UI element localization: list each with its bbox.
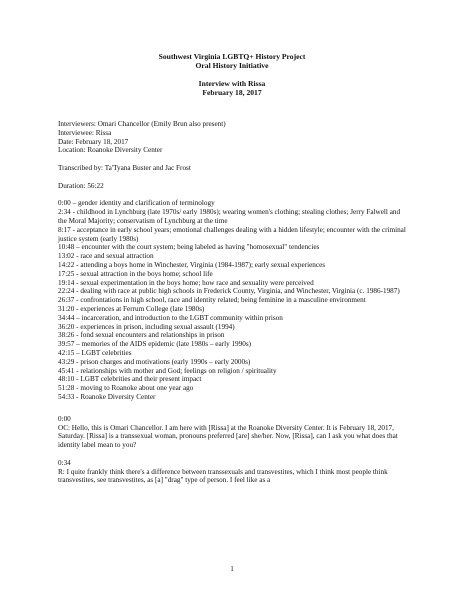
topic-entry: 34:44 – incarceration, and introduction to the LGBT community within prison [58,313,283,322]
topic-entry: 51:28 - moving to Roanoke about one year ago [58,384,194,393]
topic-entry: 10:48 – encounter with the court system; being labeled as having "homosexual" tendencies [58,243,320,252]
interview-metadata [58,120,406,190]
interviewers-line: Interviewers: Omari Chancellor (Emily Brun also present) [58,120,226,128]
interview-date: February 18, 2017 [202,88,262,97]
duration-line: Duration: 56:22 [58,181,104,190]
topic-entry: 43:29 - prison charges and motivations (early 1990s – early 2000s) [58,357,251,366]
interview-title: Interview with Rissa [198,79,266,88]
topic-entry: 38:26 - fond sexual encounters and relationships in prison [58,331,225,340]
transcript-body [58,415,406,486]
topic-entry: 17:25 - sexual attraction in the boys home; school life [58,269,213,278]
topic-entry: 39:57 – memories of the AIDS epidemic (late 1980s – early 1990s) [58,340,252,349]
project-title: Southwest Virginia LGBTQ+ History Project [158,52,306,61]
topic-entry: 14:22 - attending a boys home in Winchester, Virginia (1984-1987); early sexual experiences [58,260,326,269]
topic-entry: 2:34 - childhood in Lynchburg (late 1970s/ early 1980s); wearing women's clothing; stealing clothes; Jerry Falwell and the Moral Majority; conservatism of Lynchburg at the time [58,208,401,225]
transcript-paragraph: OC: Hello, this is Omari Chancellor. I am here with [Rissa] at the Roanoke Diversity Center. It is February 18, 2017, Saturday. [Rissa] is a transsexual woman, pronouns preferred [are] she/her. Now, [Rissa], can I ask you what does that identity label mean to you? [58,423,398,450]
interviewee-line: Interviewee: Rissa [58,128,112,137]
topic-entry: 42:15 – LGBT celebrities [58,348,132,357]
initiative-title: Oral History Initiative [195,61,269,70]
transcript-paragraph: R: I quite frankly think there's a difference between transsexuals and transvestites, which I think most people think transvestites, see transvestites, as [a] "drag" type of person. I feel like as a [58,467,388,485]
topic-entry: 22:24 - dealing with race at public high schools in Frederick County, Virginia, and Winchester, Virginia (c. 1986-1987) [58,287,400,296]
location-line: Location: Roanoke Diversity Center [58,146,163,155]
transcribers-line: Transcribed by: Ta'Tyana Buster and Jac Frost [58,163,191,172]
topic-index [58,199,406,401]
timestamp: 0:34 [58,458,71,467]
topic-entry: 19:14 - sexual experimentation in the boys home; how race and sexuality were perceived [58,278,314,287]
topic-entry: 8:17 - acceptance in early school years; emotional challenges dealing with a hidden lifestyle; encounter with the criminal justice system (early 1980s) [58,225,406,243]
topic-entry: 31:20 - experiences at Ferrum College (late 1980s) [58,304,205,313]
date-line: Date: February 18, 2017 [58,137,129,146]
topic-entry: 36:20 - experiences in prison, including sexual assault (1994) [58,322,235,331]
topic-entry: 0:00 – gender identity and clarification of terminology [58,199,215,208]
timestamp: 0:00 [58,414,71,423]
page-number: 1 [230,565,234,573]
topic-entry: 13:02 - race and sexual attraction [58,252,154,261]
topic-entry: 54:33 - Roanoke Diversity Center [58,392,156,401]
topic-entry: 26:37 - confrontations in high school, race and identity related; being feminine in a masculine environment [58,296,366,305]
document-header [58,52,406,97]
topic-entry: 48:10 - LGBT celebrities and their present impact [58,375,202,384]
topic-entry: 45:41 - relationships with mother and God; feelings on religion / spirituality [58,366,277,375]
